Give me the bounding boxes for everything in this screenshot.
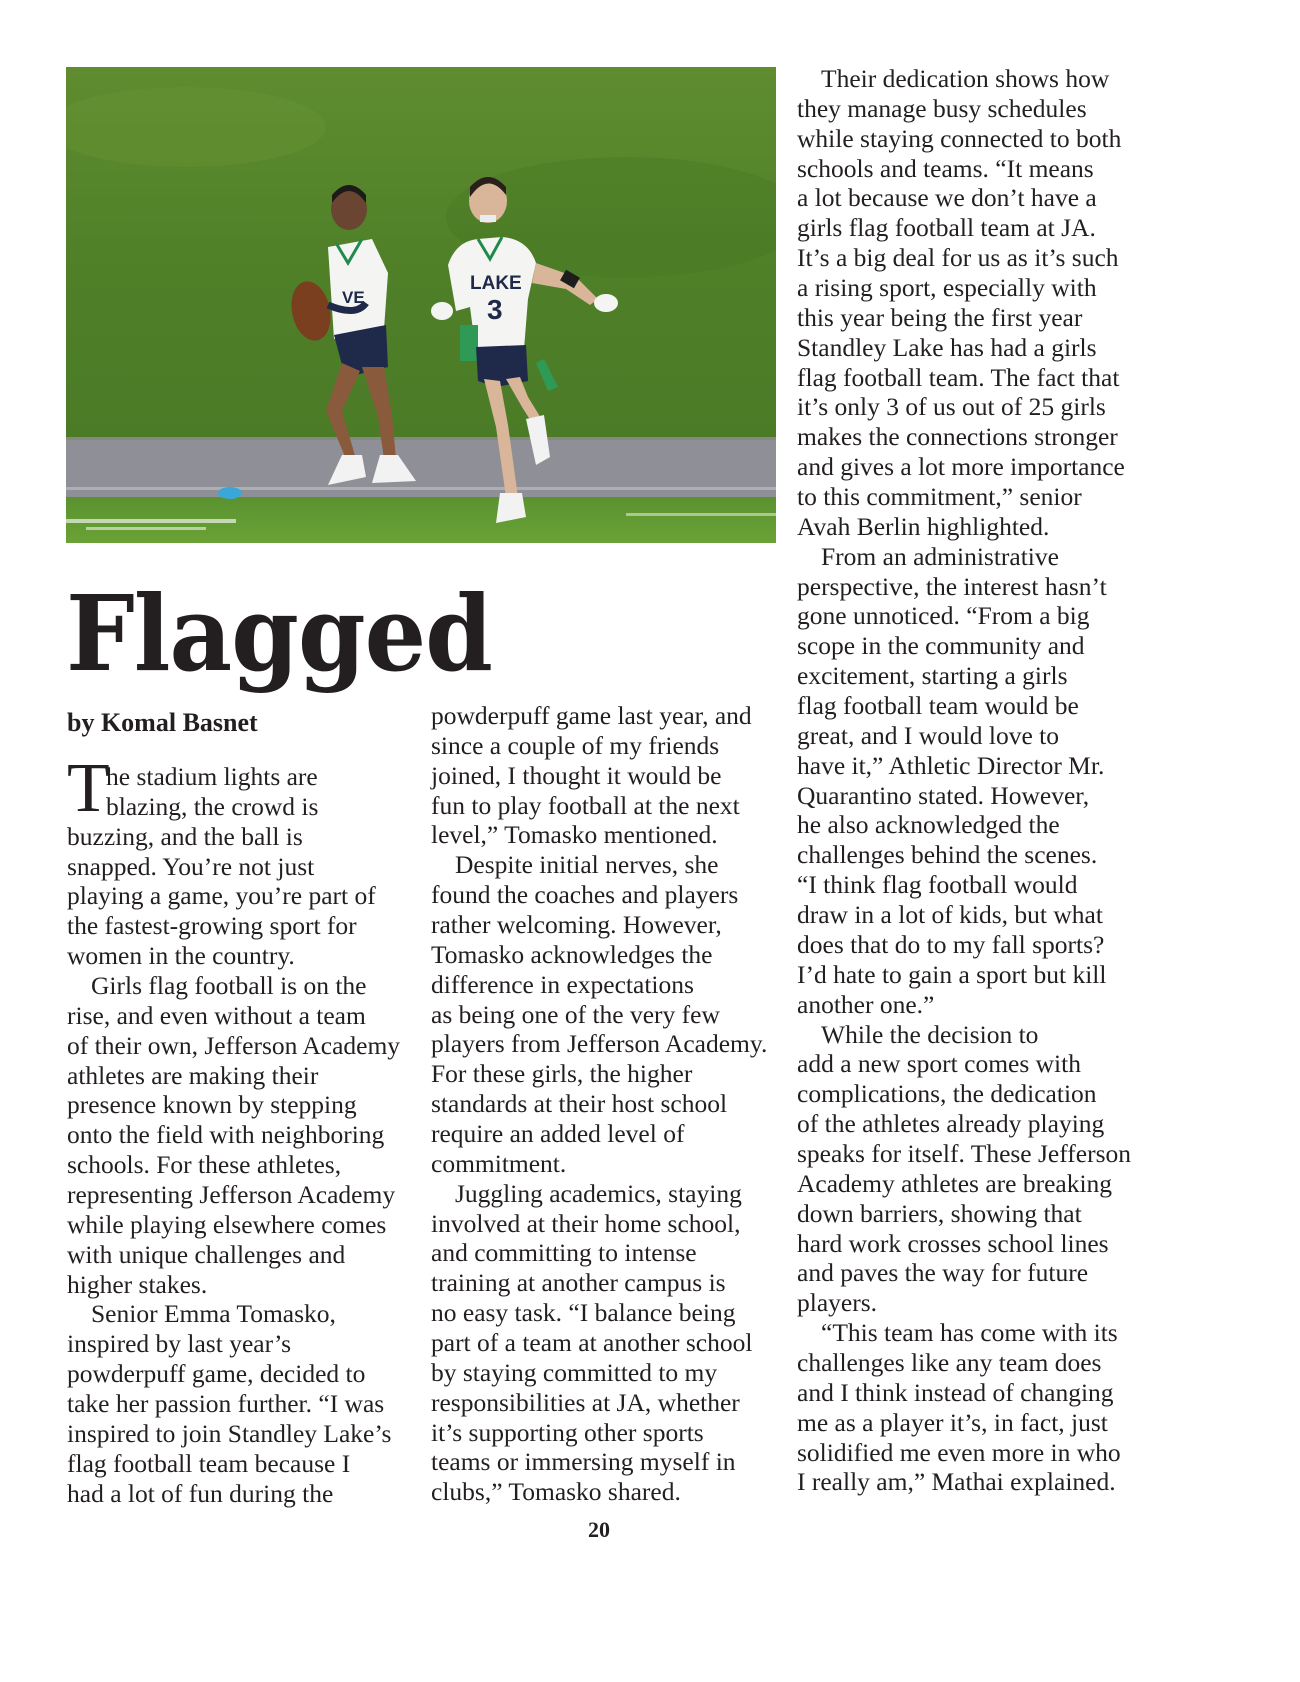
text-line: complications, the dedication bbox=[797, 1079, 1097, 1109]
text-line: it’s only 3 of us out of 25 girls bbox=[797, 392, 1106, 422]
text-line: inspired by last year’s bbox=[67, 1329, 292, 1359]
paragraph-start-line: While the decision to bbox=[821, 1019, 1039, 1049]
text-line: have it,” Athletic Director Mr. bbox=[797, 750, 1105, 780]
text-line: girls flag football team at JA. bbox=[797, 213, 1096, 243]
article-column-1 bbox=[67, 762, 400, 1508]
text-line: Avah Berlin highlighted. bbox=[797, 511, 1050, 541]
text-line: schools and teams. “It means bbox=[797, 153, 1094, 183]
text-line: since a couple of my friends bbox=[431, 730, 720, 760]
text-line: take her passion further. “I was bbox=[67, 1389, 385, 1419]
text-line: I’d hate to gain a sport but kill bbox=[797, 959, 1107, 989]
text-line: Tomasko acknowledges the bbox=[431, 939, 713, 969]
text-line: add a new sport comes with bbox=[797, 1049, 1081, 1079]
text-line: had a lot of fun during the bbox=[67, 1478, 334, 1508]
field-cone bbox=[218, 487, 242, 499]
svg-text:LAKE: LAKE bbox=[470, 273, 522, 294]
paragraph-start-line: Girls flag football is on the bbox=[91, 971, 367, 1001]
text-line: powderpuff game last year, and bbox=[431, 701, 752, 730]
text-line: and I think instead of changing bbox=[797, 1377, 1114, 1407]
text-line: representing Jefferson Academy bbox=[67, 1180, 396, 1210]
text-line: they manage busy schedules bbox=[797, 93, 1087, 123]
text-line: does that do to my fall sports? bbox=[797, 929, 1105, 959]
text-line: another one.” bbox=[797, 989, 935, 1019]
text-line: of their own, Jefferson Academy bbox=[67, 1030, 401, 1060]
text-line: clubs,” Tomasko shared. bbox=[431, 1477, 681, 1507]
paragraph-start-line: Juggling academics, staying bbox=[455, 1178, 742, 1208]
text-line: hard work crosses school lines bbox=[797, 1228, 1109, 1258]
text-line: down barriers, showing that bbox=[797, 1198, 1082, 1228]
text-line: of the athletes already playing bbox=[797, 1109, 1105, 1139]
text-line: responsibilities at JA, whether bbox=[431, 1387, 740, 1417]
text-line: I really am,” Mathai explained. bbox=[797, 1467, 1116, 1497]
text-line: great, and I would love to bbox=[797, 720, 1060, 750]
text-line: fun to play football at the next bbox=[431, 790, 740, 820]
text-line: the fastest-growing sport for bbox=[67, 911, 357, 941]
text-line: challenges like any team does bbox=[797, 1347, 1102, 1377]
text-line: makes the connections stronger bbox=[797, 422, 1118, 452]
page-number: 20 bbox=[588, 1517, 610, 1542]
text-line: require an added level of bbox=[431, 1119, 685, 1149]
text-line: Academy athletes are breaking bbox=[797, 1168, 1113, 1198]
byline: by Komal Basnet bbox=[67, 708, 258, 737]
paragraph-start-line: Senior Emma Tomasko, bbox=[91, 1299, 336, 1329]
article-column-2 bbox=[431, 701, 767, 1507]
text-line: solidified me even more in who bbox=[797, 1437, 1121, 1467]
flag-football-photo bbox=[66, 67, 776, 543]
text-line: while staying connected to both bbox=[797, 123, 1122, 153]
text-line: For these girls, the higher bbox=[431, 1059, 693, 1089]
text-line: athletes are making their bbox=[67, 1060, 319, 1090]
text-line: gone unnoticed. “From a big bbox=[797, 601, 1090, 631]
text-line: found the coaches and players bbox=[431, 880, 739, 910]
text-line: flag football team because I bbox=[67, 1448, 351, 1478]
text-line: onto the field with neighboring bbox=[67, 1120, 385, 1150]
text-line: teams or immersing myself in bbox=[431, 1447, 736, 1477]
text-line: standards at their host school bbox=[431, 1089, 728, 1119]
text-line: playing a game, you’re part of bbox=[67, 881, 376, 911]
text-line: inspired to join Standley Lake’s bbox=[67, 1418, 392, 1448]
text-line: blazing, the crowd is bbox=[106, 791, 319, 821]
text-line: involved at their home school, bbox=[431, 1208, 741, 1238]
paragraph-start-line: “This team has come with its bbox=[821, 1318, 1118, 1348]
text-line: he stadium lights are bbox=[106, 762, 318, 791]
text-line: joined, I thought it would be bbox=[431, 760, 722, 790]
text-line: commitment. bbox=[431, 1148, 567, 1178]
text-line: powderpuff game, decided to bbox=[67, 1359, 366, 1389]
text-line: and gives a lot more importance bbox=[797, 452, 1125, 482]
text-line: players from Jefferson Academy. bbox=[431, 1029, 768, 1059]
text-line: higher stakes. bbox=[67, 1269, 208, 1299]
text-line: speaks for itself. These Jefferson bbox=[797, 1138, 1132, 1168]
text-line: women in the country. bbox=[67, 941, 295, 971]
text-line: scope in the community and bbox=[797, 631, 1085, 661]
svg-text:VE: VE bbox=[342, 288, 365, 307]
text-line: players. bbox=[797, 1288, 878, 1318]
text-line: a lot because we don’t have a bbox=[797, 183, 1097, 213]
paragraph-start-line: From an administrative bbox=[821, 541, 1059, 571]
text-line: this year being the first year bbox=[797, 302, 1083, 332]
text-line: excitement, starting a girls bbox=[797, 661, 1068, 691]
text-line: and paves the way for future bbox=[797, 1258, 1089, 1288]
text-line: difference in expectations bbox=[431, 969, 694, 999]
text-line: as being one of the very few bbox=[431, 999, 720, 1029]
text-line: Standley Lake has had a girls bbox=[797, 332, 1097, 362]
text-line: training at another campus is bbox=[431, 1268, 726, 1298]
text-line: draw in a lot of kids, but what bbox=[797, 900, 1103, 930]
text-line: by staying committed to my bbox=[431, 1357, 718, 1387]
text-line: flag football team. The fact that bbox=[797, 362, 1120, 392]
article-headline: Flagged bbox=[66, 572, 492, 695]
paragraph-start-line: Their dedication shows how bbox=[821, 64, 1110, 93]
text-line: with unique challenges and bbox=[67, 1239, 346, 1269]
paragraph-start-line: Despite initial nerves, she bbox=[455, 850, 719, 880]
text-line: a rising sport, especially with bbox=[797, 273, 1097, 303]
text-line: no easy task. “I balance being bbox=[431, 1298, 736, 1328]
text-line: perspective, the interest hasn’t bbox=[797, 571, 1107, 601]
article-column-3 bbox=[797, 64, 1131, 1497]
text-line: while playing elsewhere comes bbox=[67, 1209, 387, 1239]
text-line: it’s supporting other sports bbox=[431, 1417, 704, 1447]
text-line: he also acknowledged the bbox=[797, 810, 1060, 840]
svg-text:3: 3 bbox=[487, 294, 503, 325]
drop-cap: T bbox=[67, 750, 110, 827]
text-line: presence known by stepping bbox=[67, 1090, 357, 1120]
text-line: rather welcoming. However, bbox=[431, 910, 722, 940]
text-line: “I think flag football would bbox=[797, 870, 1078, 900]
text-line: challenges behind the scenes. bbox=[797, 840, 1098, 870]
text-line: to this commitment,” senior bbox=[797, 482, 1082, 512]
text-line: flag football team would be bbox=[797, 691, 1079, 721]
text-line: level,” Tomasko mentioned. bbox=[431, 820, 718, 850]
text-line: schools. For these athletes, bbox=[67, 1150, 342, 1180]
text-line: Quarantino stated. However, bbox=[797, 780, 1090, 810]
text-line: rise, and even without a team bbox=[67, 1000, 366, 1030]
text-line: part of a team at another school bbox=[431, 1328, 753, 1358]
text-line: snapped. You’re not just bbox=[67, 851, 315, 881]
text-line: and committing to intense bbox=[431, 1238, 697, 1268]
article-photo bbox=[66, 67, 776, 543]
text-line: It’s a big deal for us as it’s such bbox=[797, 243, 1119, 273]
text-line: me as a player it’s, in fact, just bbox=[797, 1407, 1108, 1437]
text-line: buzzing, and the ball is bbox=[67, 821, 303, 851]
